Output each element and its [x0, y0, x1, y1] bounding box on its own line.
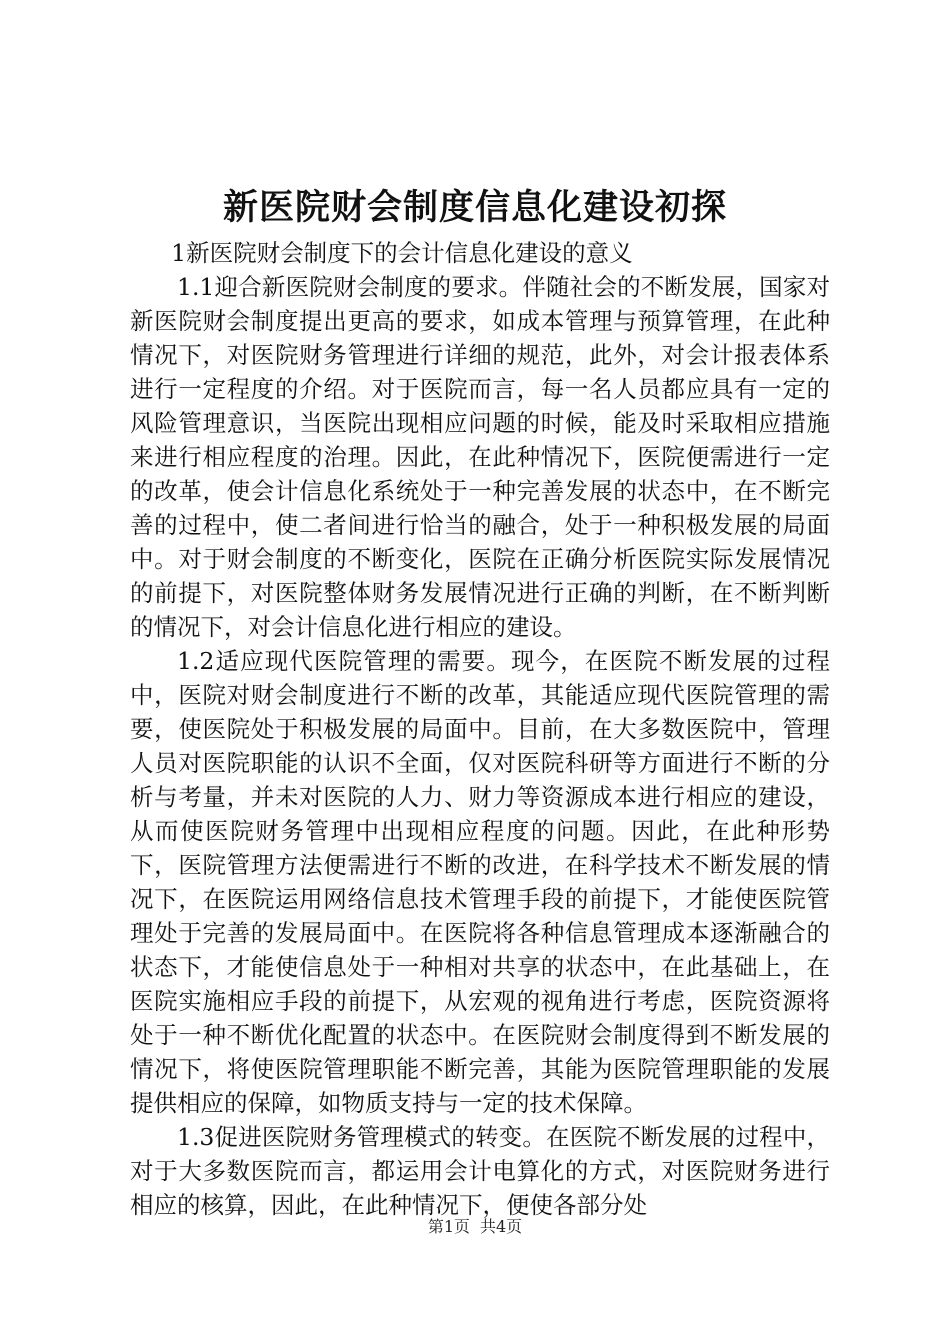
document-body	[130, 236, 830, 1222]
paragraph-1-3: 1.3促进医院财务管理模式的转变。在医院不断发展的过程中，对于大多数医院而言，都运用会计电算化的方式，对医院财务进行相应的核算，因此，在此种情况下，便使各部分处	[130, 1123, 830, 1219]
paragraph-1-1: 1.1迎合新医院财会制度的要求。伴随社会的不断发展，国家对新医院财会制度提出更高的要求，如成本管理与预算管理，在此种情况下，对医院财务管理进行详细的规范，此外，对会计报表体系进行一定程度的介绍。对于医院而言，每一名人员都应具有一定的风险管理意识，当医院出现相应问题的时候，能及时采取相应措施来进行相应程度的治理。因此，在此种情况下，医院便需进行一定的改革，使会计信息化系统处于一种完善发展的状态中，在不断完善的过程中，使二者间进行恰当的融合，处于一种积极发展的局面中。对于财会制度的不断变化，医院在正确分析医院实际发展情况的前提下，对医院整体财务发展情况进行正确的判断，在不断判断的情况下，对会计信息化进行相应的建设。	[130, 273, 830, 641]
paragraph-1-2: 1.2适应现代医院管理的需要。现今，在医院不断发展的过程中，医院对财会制度进行不断的改革，其能适应现代医院管理的需要，使医院处于积极发展的局面中。目前，在大多数医院中，管理人员对医院职能的认识不全面，仅对医院科研等方面进行不断的分析与考量，并未对医院的人力、财力等资源成本进行相应的建设，从而使医院财务管理中出现相应程度的问题。因此，在此种形势下，医院管理方法便需进行不断的改进，在科学技术不断发展的情况下，在医院运用网络信息技术管理手段的前提下，才能使医院管理处于完善的发展局面中。在医院将各种信息管理成本逐渐融合的状态下，才能使信息处于一种相对共享的状态中，在此基础上，在医院实施相应手段的前提下，从宏观的视角进行考虑，医院资源将处于一种不断优化配置的状态中。在医院财会制度得到不断发展的情况下，将使医院管理职能不断完善，其能为医院管理职能的发展提供相应的保障，如物质支持与一定的技术保障。	[130, 647, 830, 1117]
page-total: 共4页	[480, 1217, 523, 1236]
page-number: 第1页	[427, 1217, 470, 1236]
section-heading: 1新医院财会制度下的会计信息化建设的意义	[171, 239, 633, 267]
page-footer	[0, 1216, 950, 1238]
document-title: 新医院财会制度信息化建设初探	[222, 187, 727, 228]
